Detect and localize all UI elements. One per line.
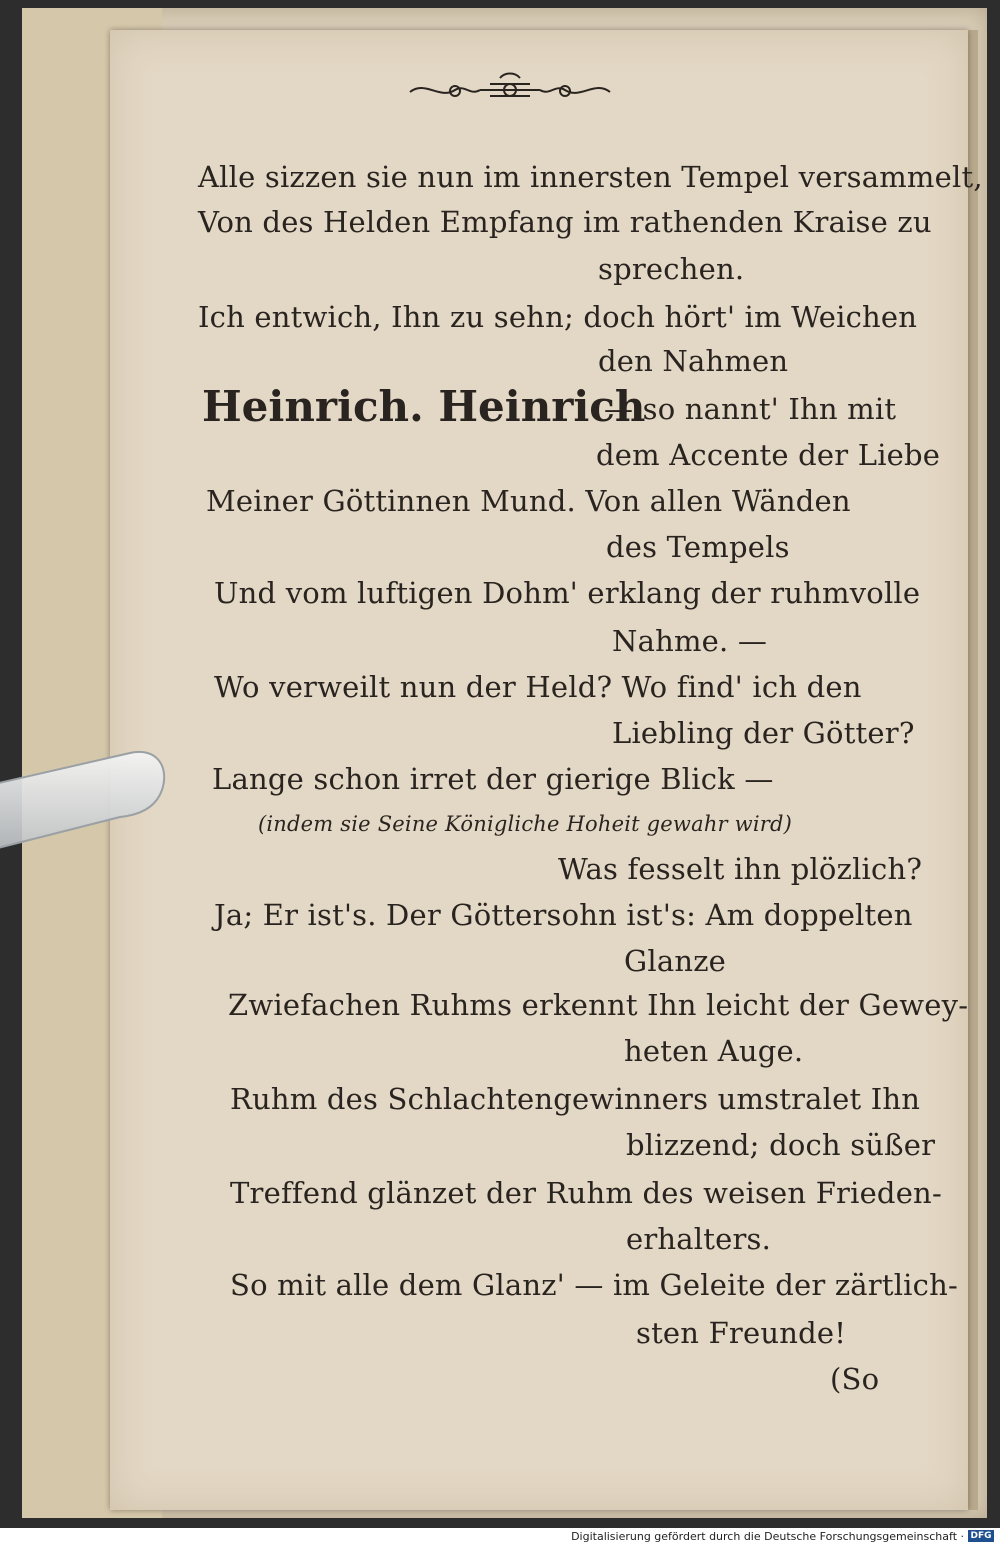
verse-line: — so nannt' Ihn mit xyxy=(604,392,897,426)
verse-line-continuation: Was fesselt ihn plözlich? xyxy=(558,852,923,886)
funding-notice: Digitalisierung gefördert durch die Deutsche Forschungsgemeinschaft · xyxy=(571,1530,964,1543)
emphasized-name: Heinrich. Heinrich xyxy=(202,382,646,431)
verse-line: Und vom luftigen Dohm' erklang der ruhmvolle xyxy=(214,576,921,610)
verse-line-continuation: Nahme. — xyxy=(612,624,768,658)
verse-line-continuation: heten Auge. xyxy=(624,1034,804,1068)
verse-line-continuation: sten Freunde! xyxy=(636,1316,847,1350)
verse-line-continuation: Glanze xyxy=(624,944,727,978)
verse-line: Wo verweilt nun der Held? Wo find' ich den xyxy=(214,670,862,704)
verse-line-continuation: erhalters. xyxy=(626,1222,772,1256)
verse-line-continuation: Liebling der Götter? xyxy=(612,716,915,750)
page-holder-clip xyxy=(0,745,175,855)
verse-line: Meiner Göttinnen Mund. Von allen Wänden xyxy=(206,484,851,518)
stage-direction: (indem sie Seine Königliche Hoheit gewahr wird) xyxy=(258,812,793,836)
decorative-vignette-icon xyxy=(400,70,620,110)
verse-line-continuation: blizzend; doch süßer xyxy=(626,1128,936,1162)
verse-line: Lange schon irret der gierige Blick — xyxy=(212,762,774,796)
dfg-logo: DFG xyxy=(968,1530,994,1542)
verse-line: Ruhm des Schlachtengewinners umstralet Ihn xyxy=(230,1082,921,1116)
verse-line: Von des Helden Empfang im rathenden Kraise zu xyxy=(198,205,932,239)
verse-line-continuation: dem Accente der Liebe xyxy=(596,438,941,472)
catchword: (So xyxy=(830,1362,880,1396)
verse-line-continuation: des Tempels xyxy=(606,530,790,564)
verse-line: Alle sizzen sie nun im innersten Tempel versammelt, xyxy=(198,160,983,194)
verse-line-continuation: sprechen. xyxy=(598,252,745,286)
verse-line: Zwiefachen Ruhms erkennt Ihn leicht der Gewey- xyxy=(228,988,969,1022)
verse-line: Treffend glänzet der Ruhm des weisen Frieden- xyxy=(230,1176,942,1210)
verse-line: Ja; Er ist's. Der Göttersohn ist's: Am doppelten xyxy=(214,898,913,932)
verse-line-continuation: den Nahmen xyxy=(598,344,789,378)
verse-line: Ich entwich, Ihn zu sehn; doch hört' im Weichen xyxy=(198,300,918,334)
verse-line: So mit alle dem Glanz' — im Geleite der zärtlich- xyxy=(230,1268,958,1302)
